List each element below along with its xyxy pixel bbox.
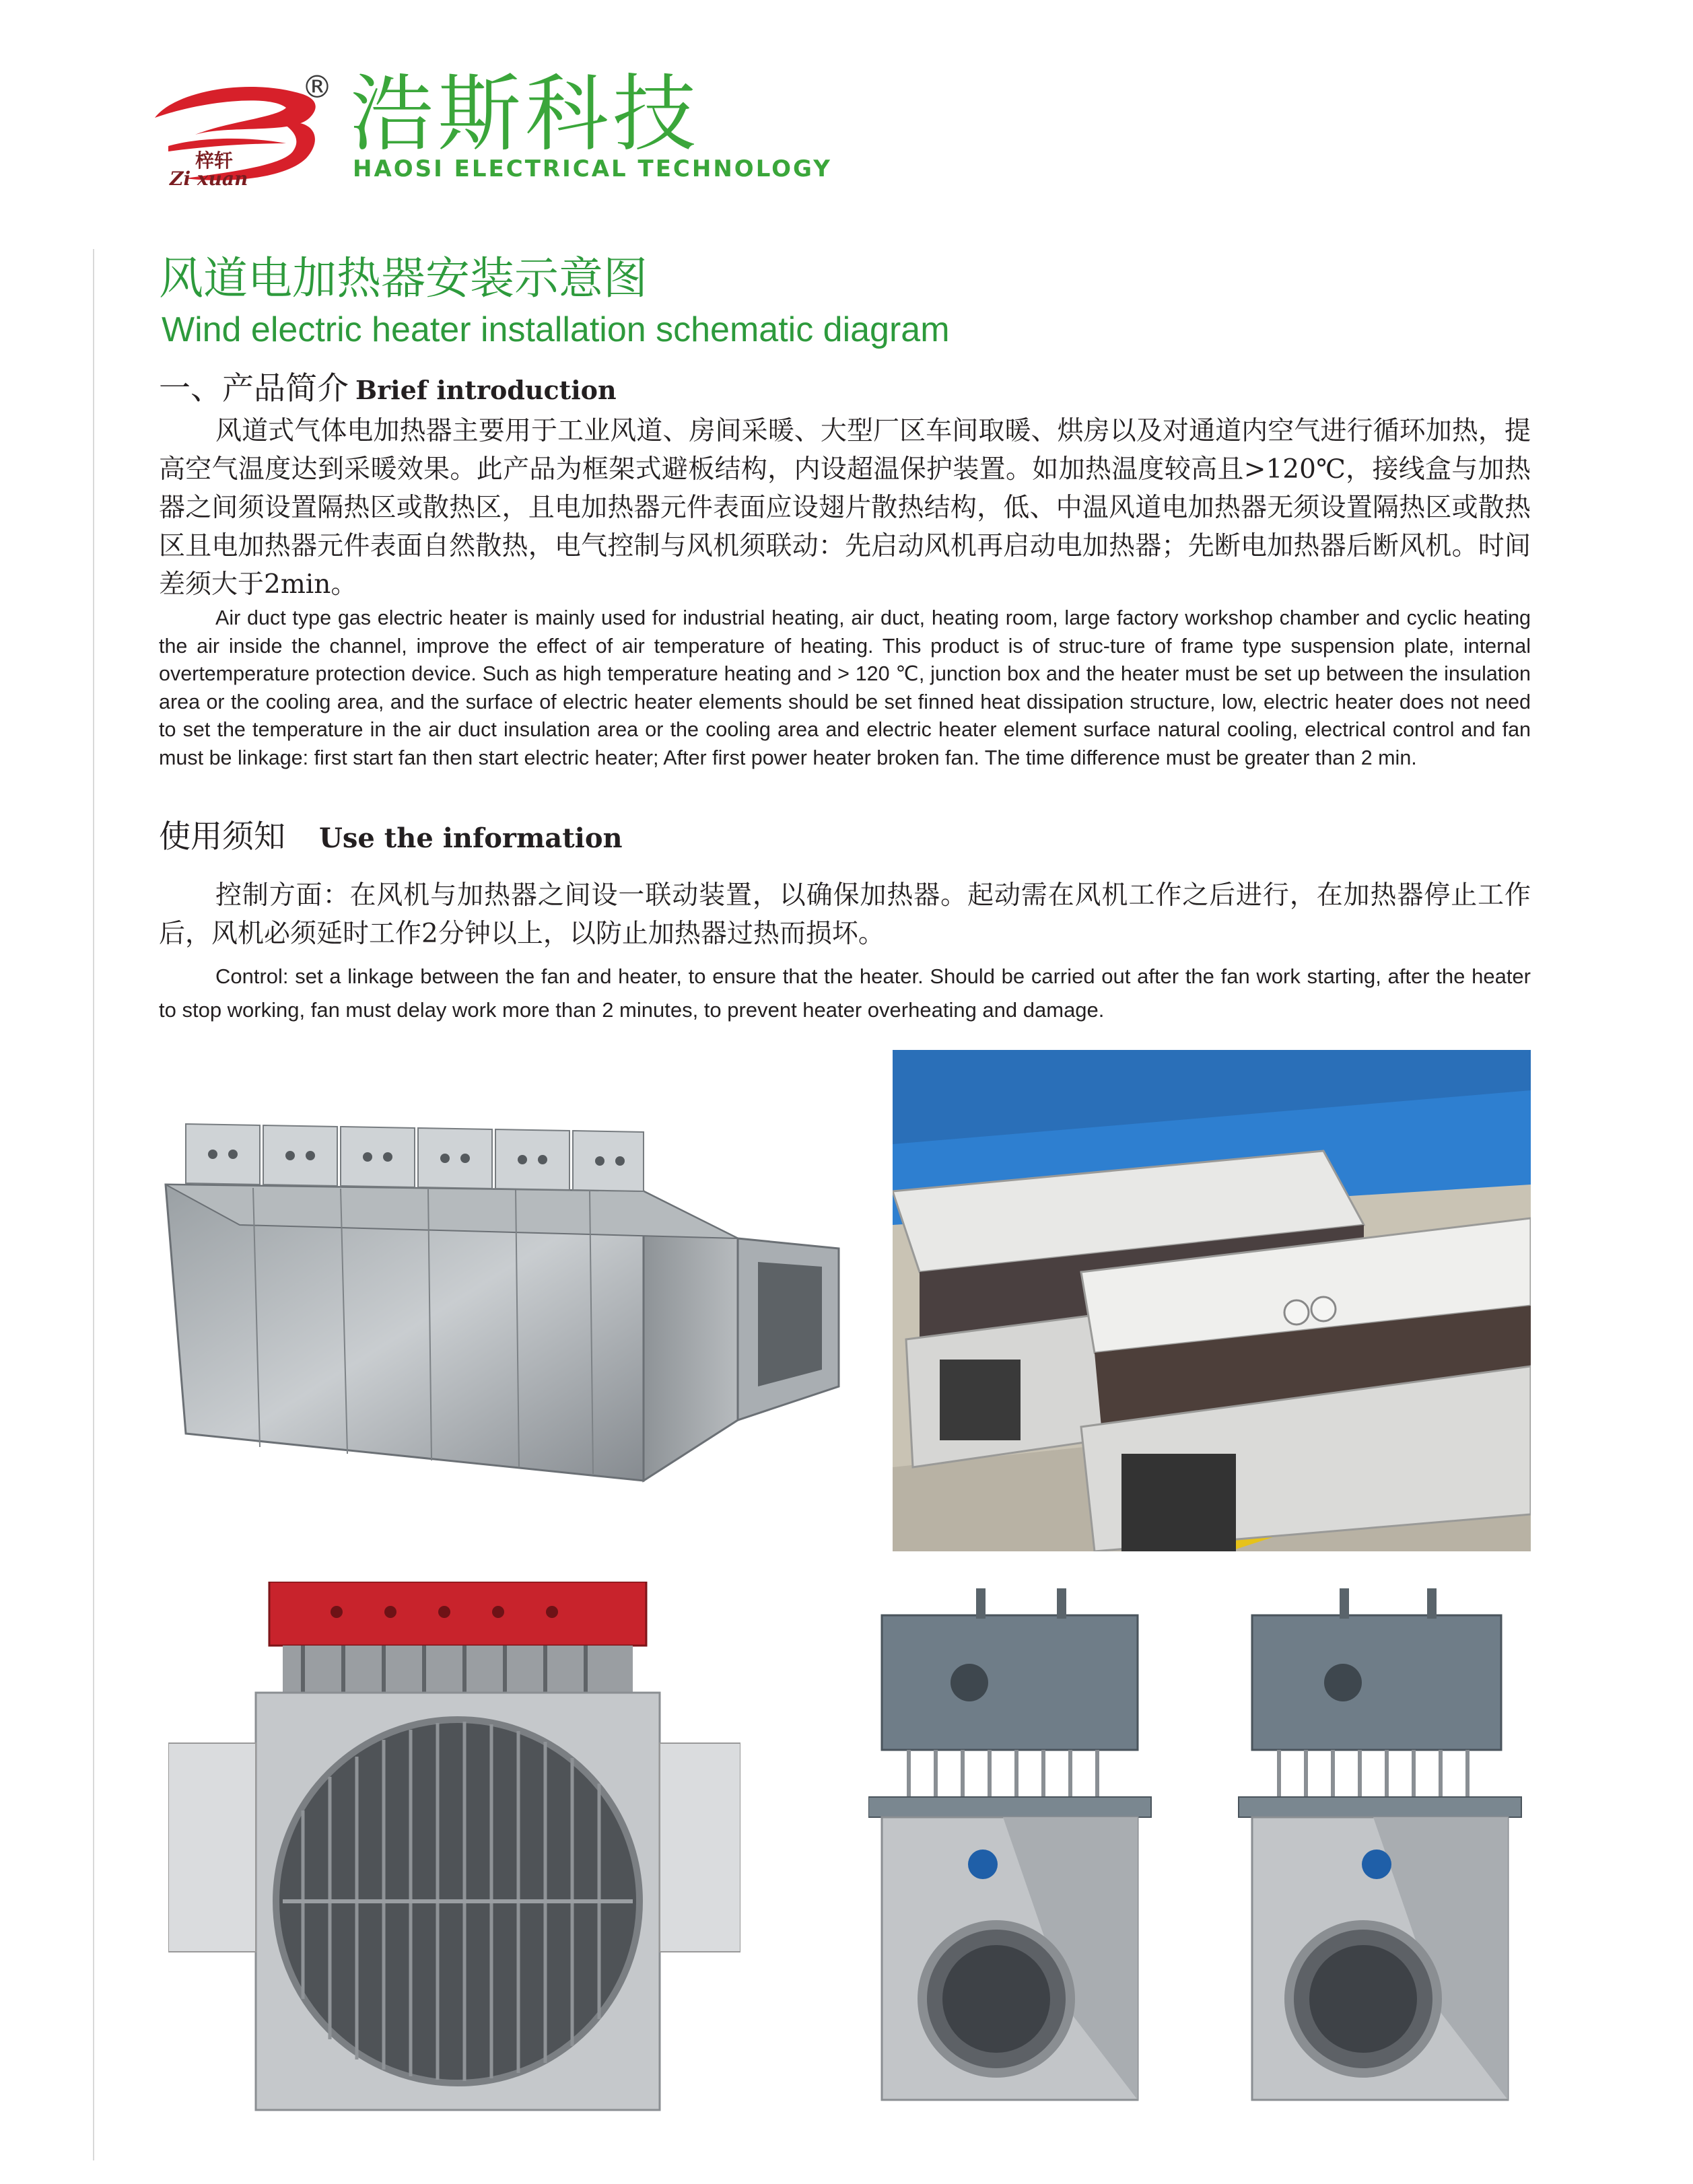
brand-name-en: HAOSI ELECTRICAL TECHNOLOGY <box>353 155 832 182</box>
photo-duct-heater <box>159 1070 859 1501</box>
photo-round-heater <box>168 1582 740 2120</box>
vertical-heater-b-illustration-icon <box>1232 1582 1528 2120</box>
usage-body-cn: 控制方面：在风机与加热器之间设一联动装置，以确保加热器。起动需在风机工作之后进行，在加热器停止工作后，风机必须延时工作2分钟以上，以防止加热器过热而损坏。 <box>159 880 1531 949</box>
page-margin-rule <box>93 249 94 2160</box>
page-title-en: Wind electric heater installation schematic diagram <box>162 310 950 349</box>
brand-name-cn: 浩斯科技 <box>350 66 701 163</box>
intro-body-en: Air duct type gas electric heater is mainly used for industrial heating, air duct, heating room, large factory workshop chamber and cyclic heating the air inside the channel, improve the effect of air temperature of heating. This product is of struc-ture of frame type suspension plate, internal overtemperature protection device. Such as high temperature heating and > 120 ℃, junction box and the heater must be set up between the insulation area or the cooling area, and the surface of electric heater elements should be set finned heat dissipation structure, low, electric heater does not need to set the temperature in the air duct insulation area or the cooling area and electric heater element surface natural cooling, electrical control and fan must be linkage: first start fan then start electric heater; After first power heater broken fan. The time difference must be greater than 2 min. <box>159 606 1531 769</box>
page-title-cn: 风道电加热器安装示意图 <box>159 252 648 304</box>
intro-heading-cn: 一、产品简介 <box>159 370 349 407</box>
intro-body-cn: 风道式气体电加热器主要用于工业风道、房间采暖、大型厂区车间取暖、烘房以及对通道内空气进行循环加热，提高空气温度达到采暖效果。此产品为框架式避板结构，内设超温保护装置。如加热温度较高且>120℃，接线盒与加热器之间须设置隔热区或散热区，且电加热器元件表面应设翅片散热结构，低、中温风道电加热器无须设置隔热区或散热区且电加热器元件表面自然散热，电气控制与风机须联动：先启动风机再启动电加热器；先断电加热器后断风机。时间差须大于2min。 <box>159 416 1531 600</box>
usage-heading <box>159 812 623 857</box>
usage-body-en: Control: set a linkage between the fan and heater, to ensure that the heater. Should be carried out after the fan work starting, after the heater to stop working, fan must delay work more than 2 minutes, to prevent heater overheating and damage. <box>159 964 1531 1022</box>
photo-vertical-heater-a <box>868 1582 1171 2120</box>
intro-heading-en: Brief introduction <box>355 375 617 405</box>
registered-mark: ® <box>302 69 333 105</box>
photo-vertical-heater-b <box>1232 1582 1528 2120</box>
duct-heater-illustration-icon <box>159 1070 859 1501</box>
usage-heading-en: Use the information <box>319 822 623 854</box>
intro-heading <box>159 363 617 409</box>
logo-text-cn: 梓轩 <box>195 149 234 172</box>
logo-text-en: Zi xuan <box>170 168 248 190</box>
usage-heading-cn: 使用须知 <box>159 818 285 855</box>
company-logo <box>148 71 323 192</box>
round-heater-illustration-icon <box>168 1582 740 2120</box>
vertical-heater-a-illustration-icon <box>868 1582 1171 2120</box>
photo-factory-heaters <box>893 1050 1531 1551</box>
factory-heaters-illustration-icon <box>893 1050 1531 1551</box>
